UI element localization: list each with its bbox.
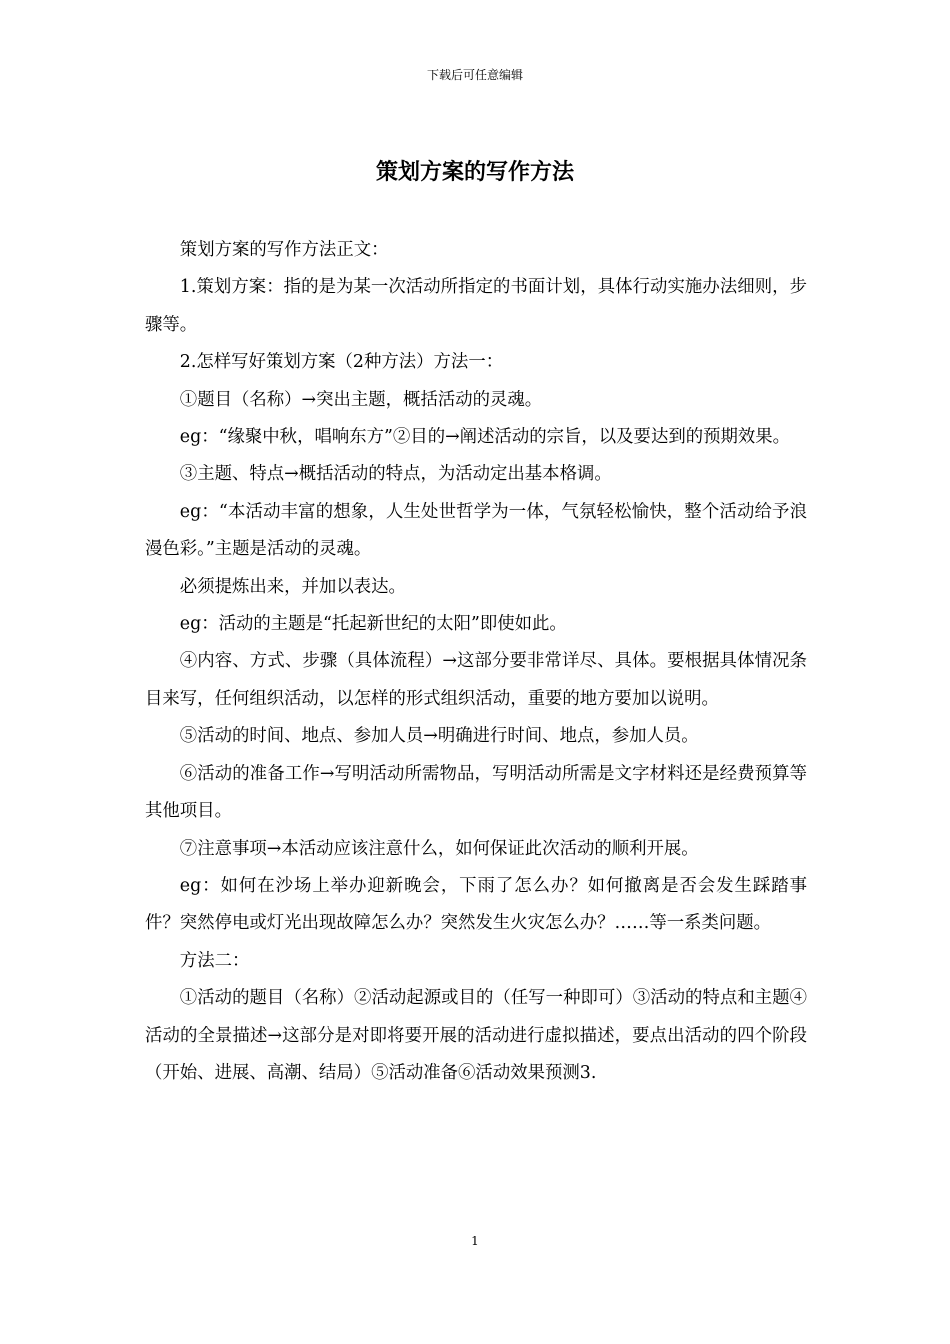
paragraph: ⑤活动的时间、地点、参加人员→明确进行时间、地点，参加人员。 bbox=[179, 726, 699, 747]
document-title: 策划方案的写作方法 bbox=[375, 159, 574, 185]
paragraph: eg：“本活动丰富的想象，人生处世哲学为一体，气氛轻松愉快，整个活动给予浪漫色彩。”主题是活动的灵魂。 bbox=[145, 501, 807, 560]
paragraph: 方法二： bbox=[179, 950, 250, 971]
paragraph: ④内容、方式、步骤（具体流程）→这部分要非常详尽、具体。要根据具体情况条目来写，任何组织活动，以怎样的形式组织活动，重要的地方要加以说明。 bbox=[145, 651, 807, 709]
document-body bbox=[145, 232, 807, 1092]
paragraph: eg：如何在沙场上举办迎新晚会，下雨了怎么办？如何撤离是否会发生踩踏事件？突然停电或灯光出现故障怎么办？突然发生火灾怎么办？……等一系类问题。 bbox=[145, 875, 807, 934]
paragraph: 1.策划方案：指的是为某一次活动所指定的书面计划，具体行动实施办法细则，步骤等。 bbox=[145, 277, 807, 335]
paragraph: ①活动的题目（名称）②活动起源或目的（任写一种即可）③活动的特点和主题④活动的全景描述→这部分是对即将要开展的活动进行虚拟描述，要点出活动的四个阶段（开始、进展、高潮、结局）⑤活动准备⑥活动效果预测3. bbox=[145, 988, 807, 1083]
paragraph: 策划方案的写作方法正文： bbox=[179, 240, 389, 260]
paragraph: eg：活动的主题是“托起新世纪的太阳”即使如此。 bbox=[179, 614, 567, 635]
paragraph: ⑦注意事项→本活动应该注意什么，如何保证此次活动的顺利开展。 bbox=[179, 838, 699, 859]
paragraph: 必须提炼出来，并加以表达。 bbox=[179, 576, 406, 597]
paragraph: ⑥活动的准备工作→写明活动所需物品，写明活动所需是文字材料还是经费预算等其他项目。 bbox=[145, 763, 807, 822]
paragraph: ③主题、特点→概括活动的特点，为活动定出基本格调。 bbox=[179, 464, 612, 485]
paragraph: 2.怎样写好策划方案（2种方法）方法一： bbox=[179, 352, 504, 373]
page-header: 下载后可任意编辑 bbox=[426, 68, 523, 82]
paragraph: ①题目（名称）→突出主题，概括活动的灵魂。 bbox=[179, 389, 543, 410]
paragraph: eg：“缘聚中秋，唱响东方”②目的→阐述活动的宗旨，以及要达到的预期效果。 bbox=[179, 427, 791, 448]
page-number: 1 bbox=[471, 1234, 479, 1248]
